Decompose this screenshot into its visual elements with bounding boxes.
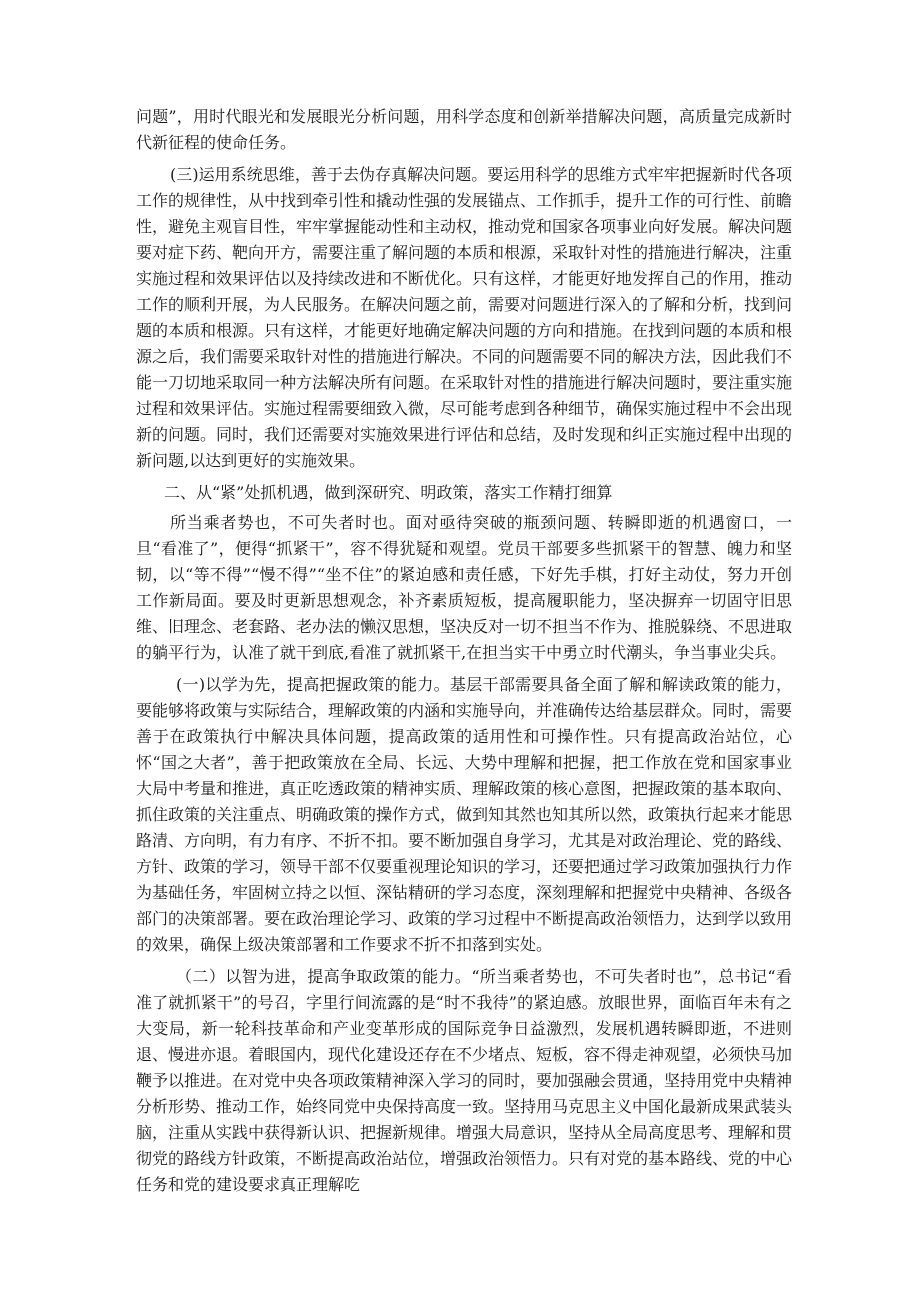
- paragraph-systems-thinking: (三)运用系统思维，善于去伪存真解决问题。要运用科学的思维方式牢牢把握新时代各项工作的规律性，从中找到牵引性和撬动性强的发展锚点、工作抓手，提升工作的可行性、前瞻性，避免主观盲目性，牢牢掌握能动性和主动权，推动党和国家各项事业向好发展。解决问题要对症下药、靶向开方，需要注重了解问题的本质和根源，采取针对性的措施进行解决，注重实施过程和效果评估以及持续改进和不断优化。只有这样，才能更好地发挥自己的作用，推动工作的顺利开展，为人民服务。在解决问题之前，需要对问题进行深入的了解和分析，找到问题的本质和根源。只有这样，才能更好地确定解决问题的方向和措施。在找到问题的本质和根源之后，我们需要采取针对性的措施进行解决。不同的问题需要不同的解决方法，因此我们不能一刀切地采取同一种方法解决所有问题。在采取针对性的措施进行解决问题时，要注重实施过程和效果评估。实施过程需要细致入微，尽可能考虑到各种细节，确保实施过程中不会出现新的问题。同时，我们还需要对实施效果进行评估和总结，及时发现和纠正实施过程中出现的新问题,以达到更好的实施效果。: [136, 165, 793, 470]
- paragraph-continuation: 问题”，用时代眼光和发展眼光分析问题，用科学态度和创新举措解决问题，高质量完成新时代新征程的使命任务。: [136, 107, 792, 152]
- document-body: [136, 104, 792, 1204]
- paragraph-policy-strive: （二）以智为进，提高争取政策的能力。“所当乘者势也，不可失者时也”，总书记“看准了就抓紧干”的号召，字里行间流露的是“时不我待”的紧迫感。放眼世界，面临百年未有之大变局，新一轮科技革命和产业变革形成的国际竞争日益激烈，发展机遇转瞬即逝，不进则退、慢进亦退。着眼国内，现代化建设还存在不少堵点、短板，容不得走神观望，必须快马加鞭予以推进。在对党中央各项政策精神深入学习的同时，要加强融会贯通，坚持用党中央精神分析形势、推动工作，始终同党中央保持高度一致。坚持用马克思主义中国化最新成果武装头脑，注重从实践中获得新认识、把握新规律。增强大局意识，坚持从全局高度思考、理解和贯彻党的路线方针政策，不断提高政治站位，增强政治领悟力。只有对党的基本路线、党的中心任务和党的建设要求真正理解吃: [136, 967, 793, 1194]
- paragraph-seize-opportunity: 所当乘者势也，不可失者时也。面对亟待突破的瓶颈问题、转瞬即逝的机遇窗口，一旦“看准了”，便得“抓紧干”，容不得犹疑和观望。党员干部要多些抓紧干的智慧、魄力和坚韧，以“等不得”“慢不得”“坐不住”的紧迫感和责任感，下好先手棋，打好主动仗，努力开创工作新局面。要及时更新思想观念，补齐素质短板，提高履职能力，坚决摒弃一切固守旧思维、旧理念、老套路、老办法的懒汉思想，坚决反对一切不担当不作为、推脱躲绕、不思进取的躺平行为，认准了就干到底,看准了就抓紧干,在担当实干中勇立时代潮头，争当事业尖兵。: [136, 513, 793, 662]
- section-heading-two: 二、从“紧”处抓机遇，做到深研究、明政策，落实工作精打细算: [164, 483, 613, 502]
- paragraph-policy-grasp: (一)以学为先，提高把握政策的能力。基层干部需要具备全面了解和解读政策的能力，要能够将政策与实际结合，理解政策的内涵和实施导向，并准确传达给基层群众。同时，需要善于在政策执行中解决具体问题，提高政策的适用性和可操作性。只有提高政治站位，心怀“国之大者”，善于把政策放在全局、长远、大势中理解和把握，把工作放在党和国家事业大局中考量和推进，真正吃透政策的精神实质、理解政策的核心意图，把握政策的基本取向、抓住政策的关注重点、明确政策的操作方式，做到知其然也知其所以然，政策执行起来才能思路清、方向明，有力有序、不折不扣。要不断加强自身学习，尤其是对政治理论、党的路线、方针、政策的学习，领导干部不仅要重视理论知识的学习，还要把通过学习政策加强执行力作为基础任务，牢固树立持之以恒、深钻精研的学习态度，深刻理解和把握党中央精神、各级各部门的决策部署。要在政治理论学习、政策的学习过程中不断提高政治领悟力，达到学以致用的效果，确保上级决策部署和工作要求不折不扣落到实处。: [136, 675, 793, 954]
